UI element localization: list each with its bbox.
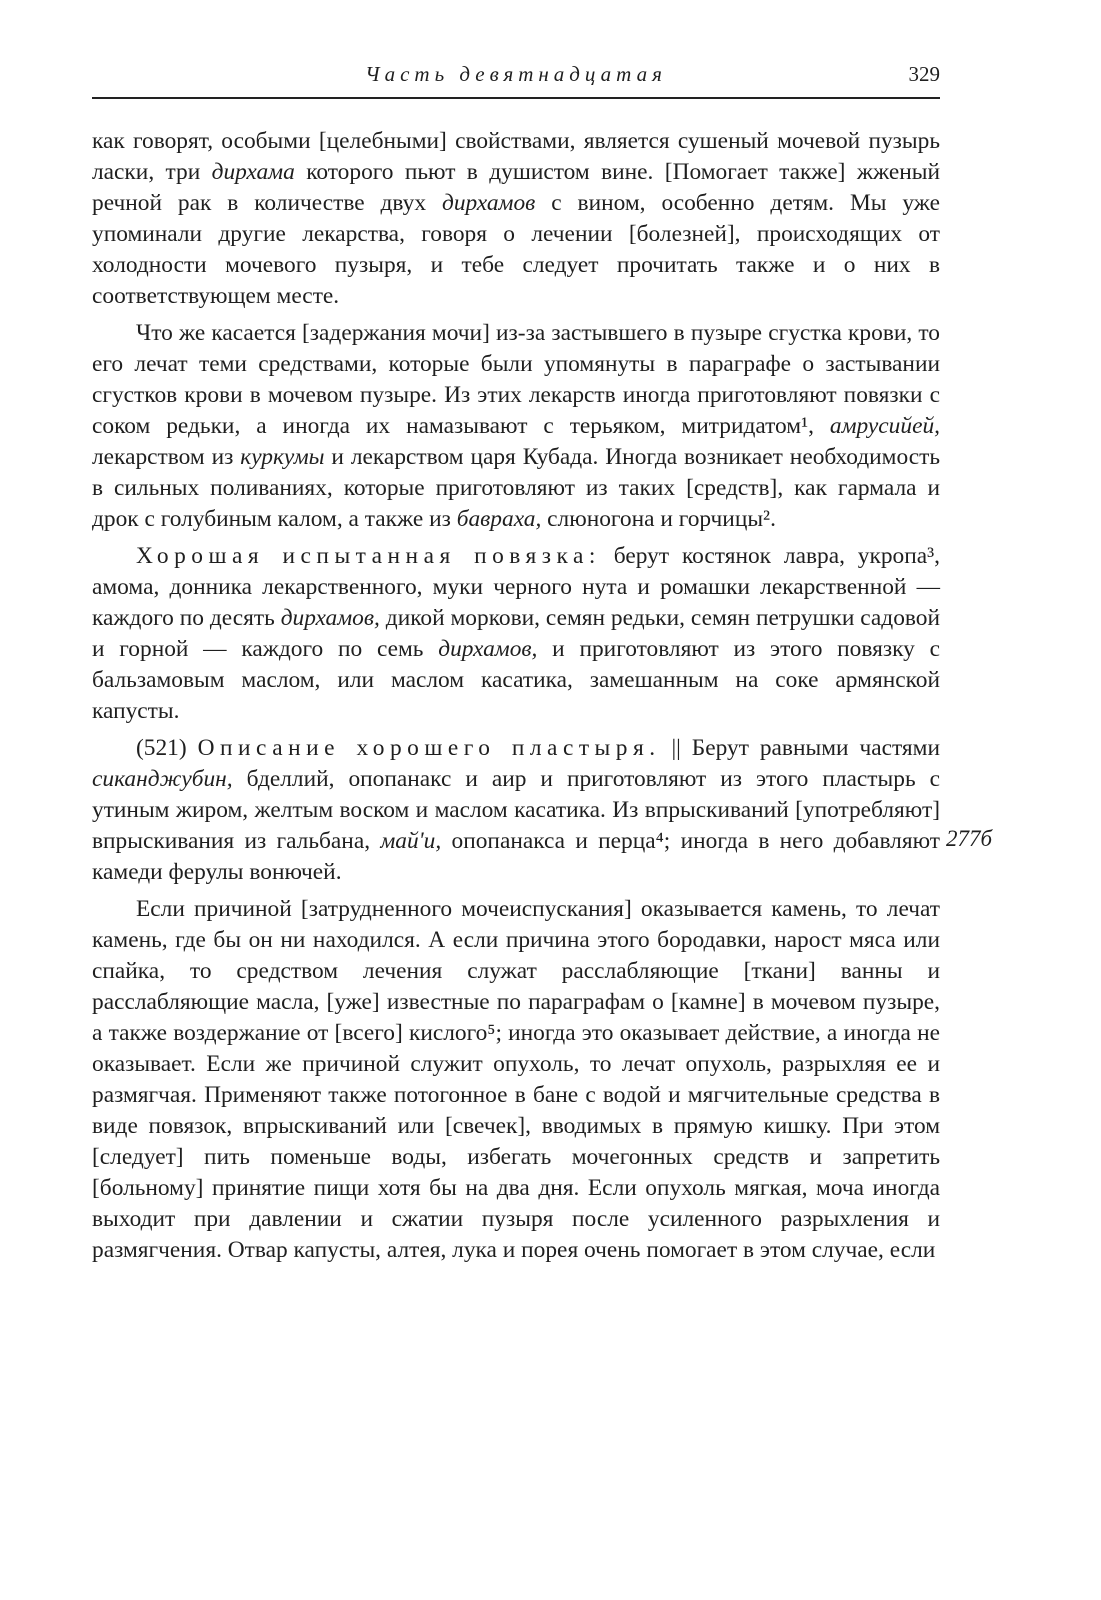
text-run: дикой моркови, семян редьки, семян петрушки садовой и горной — каждого по семь <box>92 605 940 662</box>
text-run: лекарством из <box>92 444 241 470</box>
text-run: (521) <box>136 735 198 761</box>
paragraph <box>92 733 940 888</box>
text-run: которого пьют в душистом вине. [Помогает также] жженый речной рак в количестве двух <box>92 159 940 216</box>
spaced-heading: Описание хорошего пластыря. <box>197 735 661 761</box>
italic-term: сиканджубин, <box>92 766 233 792</box>
margin-folio-note: 277б <box>946 826 993 851</box>
italic-term: дирхамов, <box>280 605 380 631</box>
text-run: Если причиной [затрудненного мочеиспускания] оказывается камень, то лечат камень, где бы он ни находился. А если причина этого бородавки, нарост мяса или спайка, то средством лечения служат расслабляющие [ткани] ванны и расслабляющие масла, [уже] известные по параграфам о [камне] в мочевом пузыре, а также воздержание от [всего] кислого⁵; иногда это оказывает действие, а иногда не оказывает. Если же причиной служит опухоль, то лечат опухоль, разрыхляя ее и размягчая. Применяют также потогонное в бане с водой и мягчительные средства в виде повязок, впрыскиваний или [свечек], вводимых в прямую кишку. При этом [следует] пить поменьше воды, избегать мочегонных средств и запретить [больному] принятие пищи хотя бы на два дня. Если опухоль мягкая, моча иногда выходит при давлении и сжатии пузыря после усиленного разрыхления и размягчения. Отвар капусты, алтея, лука и порея очень помогает в этом случае, если <box>92 896 940 1263</box>
header-rule <box>92 97 940 99</box>
text-run: и лекарством царя Кубада. Иногда возникает необходимость в сильных поливаниях, которые приготовляют из таких [средств], как гармала и дрок с голубиным калом, а также из <box>92 444 940 532</box>
italic-term: куркумы <box>240 444 325 470</box>
text-run: бделлий, опопанакс и аир и приготовляют из этого пластырь с утиным жиром, желтым воском и маслом касатика. Из впрыскиваний [употребляют] впрыскивания из гальбана, <box>92 766 940 854</box>
running-title: Часть девятнадцатая <box>365 62 667 86</box>
text-run: как говорят, особыми [целебными] свойствами, является сушеный мочевой пузырь ласки, три <box>92 128 940 185</box>
paragraph <box>92 126 940 312</box>
text-run: || Берут равными частями <box>660 735 940 761</box>
page-number: 329 <box>908 62 940 86</box>
italic-term: дирхама <box>211 159 295 185</box>
text-run: опопанакса и перца⁴; иногда в него добавляют камеди ферулы вонючей. <box>92 828 940 885</box>
italic-term: дирхамов <box>442 190 536 216</box>
body-text <box>92 126 940 1272</box>
text-run: берут костянок лавра, укропа³, амома, донника лекарственного, муки черного нута и ромашки лекарственной — каждого по десять <box>92 543 940 631</box>
italic-term: дирхамов, <box>438 636 538 662</box>
italic-term: май'и, <box>380 828 442 854</box>
text-run: Что же касается [задержания мочи] из-за застывшего в пузыре сгустка крови, то его лечат теми средствами, которые были упомянуты в параграфе о застывании сгустков крови в мочевом пузыре. Из этих лекарств иногда приготовляют повязки с соком редьки, а иногда их намазывают с терьяком, митридатом¹, <box>92 320 940 439</box>
text-run: слюногона и горчицы². <box>541 506 776 532</box>
paragraph <box>92 318 940 535</box>
page-header <box>92 58 940 96</box>
spaced-heading: Хорошая испытанная повязка: <box>136 543 601 569</box>
paragraph <box>92 894 940 1266</box>
paragraph <box>92 541 940 727</box>
italic-term: бавраха, <box>456 506 542 532</box>
italic-term: амрусийей, <box>829 413 940 439</box>
text-run: и приготовляют из этого повязку с бальзамовым маслом, или маслом касатика, замешанным на соке армянской капусты. <box>92 636 940 724</box>
text-run: с вином, особенно детям. Мы уже упоминали другие лекарства, говоря о лечении [болезней], происходящих от холодности мочевого пузыря, и тебе следует прочитать также и о них в соответствующем месте. <box>92 190 941 309</box>
